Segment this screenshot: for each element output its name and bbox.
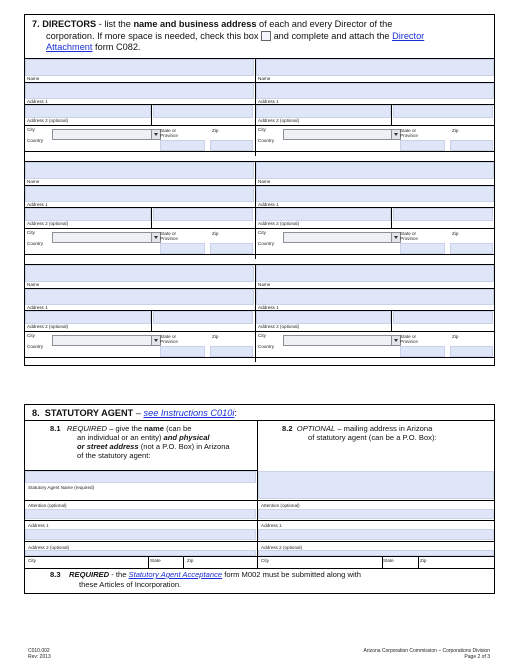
- director-1-right-state-label: State or Province: [400, 128, 418, 138]
- director-1-right-address2-label: Address 2 (optional): [258, 118, 300, 123]
- director-1-left-city-label: City: [27, 127, 35, 132]
- director-2-right-address1-field[interactable]: [256, 186, 494, 202]
- director-3-left-address2-extra-field[interactable]: [153, 311, 253, 324]
- agent-right-attention-field[interactable]: [258, 509, 494, 519]
- section-8-2-text: 8.2 OPTIONAL – mailing address in Arizona of statutory agent (can be a P.O. Box):: [282, 424, 437, 442]
- director-3-right-zip-label: Zip: [452, 334, 459, 339]
- director-1-right-name-field[interactable]: [256, 59, 494, 76]
- director-1-left-address2-label: Address 2 (optional): [27, 118, 69, 123]
- agent-name-label: Statutory Agent Name (required): [28, 485, 95, 490]
- director-3-right-name-field[interactable]: [256, 265, 494, 282]
- director-1-left-address1-field[interactable]: [25, 83, 254, 99]
- chevron-down-icon[interactable]: [151, 130, 160, 139]
- director-2-left-address2-field[interactable]: [25, 208, 151, 221]
- director-2-right-address2-label: Address 2 (optional): [258, 221, 300, 226]
- director-1-left-name-field[interactable]: [25, 59, 254, 76]
- agent-left-attention-label: Attention (optional): [28, 503, 67, 508]
- director-2-right-name-field[interactable]: [256, 162, 494, 179]
- director-3-right-name-label: Name: [258, 282, 271, 287]
- director-1-left-zip-field[interactable]: [210, 140, 253, 151]
- director-2-left-country-label: Country: [27, 241, 44, 246]
- agent-mailing-top-field[interactable]: [258, 471, 494, 499]
- agent-left-address1-field[interactable]: [25, 529, 256, 540]
- director-3-left-address2-label: Address 2 (optional): [27, 324, 69, 329]
- director-2-right-zip-field[interactable]: [450, 243, 493, 254]
- more-space-checkbox[interactable]: [261, 31, 271, 41]
- director-3-right-country-select[interactable]: [283, 335, 401, 346]
- director-3-right-address2-label: Address 2 (optional): [258, 324, 300, 329]
- chevron-down-icon[interactable]: [151, 233, 160, 242]
- agent-right-city-label: City: [261, 558, 269, 563]
- chevron-down-icon[interactable]: [391, 233, 400, 242]
- director-2-right-name-label: Name: [258, 179, 271, 184]
- director-1-right-address2-field[interactable]: [256, 105, 391, 118]
- agent-left-address2-label: Address 2 (optional): [28, 545, 70, 550]
- chevron-down-icon[interactable]: [151, 336, 160, 345]
- agent-heading: 8. STATUTORY AGENT – see Instructions C010i:: [32, 408, 237, 418]
- agent-right-address1-label: Address 1: [261, 523, 282, 528]
- director-1-left-state-field[interactable]: [160, 140, 205, 151]
- director-3-right-address1-label: Address 1: [258, 305, 279, 310]
- director-3-left-zip-field[interactable]: [210, 346, 253, 357]
- director-1-right-state-field[interactable]: [400, 140, 445, 151]
- agent-left-attention-field[interactable]: [25, 509, 256, 519]
- director-1-right-name-label: Name: [258, 76, 271, 81]
- director-1-right-zip-label: Zip: [452, 128, 459, 133]
- director-2-left-zip-field[interactable]: [210, 243, 253, 254]
- director-attachment-link-2[interactable]: Attachment: [46, 42, 93, 52]
- director-1-left-zip-label: Zip: [212, 128, 219, 133]
- directors-heading-line3: Attachment form C082.: [46, 42, 141, 52]
- agent-right-address2-label: Address 2 (optional): [261, 545, 303, 550]
- agent-left-city-label: City: [28, 558, 36, 563]
- agent-right-state-label: State: [383, 558, 394, 563]
- agent-left-state-label: State: [150, 558, 161, 563]
- director-1-left-country-select[interactable]: [52, 129, 161, 140]
- director-2-left-address1-field[interactable]: [25, 186, 254, 202]
- director-1-right-address2-extra-field[interactable]: [393, 105, 493, 118]
- agent-left-zip-label: Zip: [187, 558, 194, 563]
- section-8-3-text: 8.3 REQUIRED - the Statutory Agent Acceptance form M002 must be submitted along with these Articles of Incorporation.: [50, 570, 361, 589]
- director-1-right-country-label: Country: [258, 138, 275, 143]
- chevron-down-icon[interactable]: [391, 336, 400, 345]
- director-3-left-state-label: State or Province: [160, 334, 178, 344]
- director-2-right-city-label: City: [258, 230, 266, 235]
- director-3-right-address1-field[interactable]: [256, 289, 494, 305]
- director-1-right-zip-field[interactable]: [450, 140, 493, 151]
- director-3-right-address2-field[interactable]: [256, 311, 391, 324]
- director-3-right-country-label: Country: [258, 344, 275, 349]
- director-1-right-country-select[interactable]: [283, 129, 401, 140]
- director-2-right-state-field[interactable]: [400, 243, 445, 254]
- director-2-left-address2-extra-field[interactable]: [153, 208, 253, 221]
- director-1-right-address1-label: Address 1: [258, 99, 279, 104]
- section-8-1-text: 8.1 REQUIRED – give the name (can be an individual or an entity) and physical or street address (not a P.O. Box) in Arizona of the statutory agent:: [50, 424, 230, 460]
- director-1-right-address1-field[interactable]: [256, 83, 494, 99]
- agent-right-zip-label: Zip: [420, 558, 427, 563]
- director-3-right-city-label: City: [258, 333, 266, 338]
- director-2-right-address1-label: Address 1: [258, 202, 279, 207]
- director-3-right-zip-field[interactable]: [450, 346, 493, 357]
- revision: Rev: 2013: [28, 654, 51, 660]
- director-2-left-city-label: City: [27, 230, 35, 235]
- directors-heading-line2: corporation. If more space is needed, check this box and complete and attach the Director: [46, 31, 425, 41]
- agent-right-attention-label: Attention (optional): [261, 503, 300, 508]
- page-number: Page 2 of 3: [464, 654, 490, 660]
- director-3-left-address2-field[interactable]: [25, 311, 151, 324]
- director-2-right-state-label: State or Province: [400, 231, 418, 241]
- director-3-left-name-label: Name: [27, 282, 40, 287]
- agency-name: Arizona Corporation Commission – Corporations Division: [363, 648, 490, 654]
- director-3-left-country-select[interactable]: [52, 335, 161, 346]
- director-1-left-address2-extra-field[interactable]: [153, 105, 253, 118]
- director-2-left-zip-label: Zip: [212, 231, 219, 236]
- director-2-right-address2-field[interactable]: [256, 208, 391, 221]
- form-id: C010.002: [28, 648, 50, 654]
- director-3-left-state-field[interactable]: [160, 346, 205, 357]
- director-2-left-address1-label: Address 1: [27, 202, 48, 207]
- directors-heading: 7. DIRECTORS - list the name and business address of each and every Director of the: [32, 19, 393, 29]
- director-3-left-zip-label: Zip: [212, 334, 219, 339]
- director-1-left-address2-field[interactable]: [25, 105, 151, 118]
- agent-left-address1-label: Address 1: [28, 523, 49, 528]
- director-2-right-country-label: Country: [258, 241, 275, 246]
- director-2-right-zip-label: Zip: [452, 231, 459, 236]
- director-2-left-address2-label: Address 2 (optional): [27, 221, 69, 226]
- director-2-left-name-label: Name: [27, 179, 40, 184]
- director-2-left-country-select[interactable]: [52, 232, 161, 243]
- director-1-right-city-label: City: [258, 127, 266, 132]
- agent-acceptance-link[interactable]: Statutory Agent Acceptance: [128, 570, 223, 579]
- director-1-left-country-label: Country: [27, 138, 44, 143]
- director-1-left-address1-label: Address 1: [27, 99, 48, 104]
- agent-name-field[interactable]: [25, 471, 256, 483]
- director-2-right-country-select[interactable]: [283, 232, 401, 243]
- director-3-left-address1-label: Address 1: [27, 305, 48, 310]
- instructions-link[interactable]: see Instructions C010i: [143, 408, 235, 418]
- director-2-right-address2-extra-field[interactable]: [393, 208, 493, 221]
- director-1-left-state-label: State or Province: [160, 128, 178, 138]
- director-3-right-state-label: State or Province: [400, 334, 418, 344]
- director-3-left-country-label: Country: [27, 344, 44, 349]
- director-3-left-address1-field[interactable]: [25, 289, 254, 305]
- chevron-down-icon[interactable]: [391, 130, 400, 139]
- director-3-left-city-label: City: [27, 333, 35, 338]
- director-2-left-name-field[interactable]: [25, 162, 254, 179]
- director-3-right-address2-extra-field[interactable]: [393, 311, 493, 324]
- director-3-left-name-field[interactable]: [25, 265, 254, 282]
- director-2-left-state-label: State or Province: [160, 231, 178, 241]
- director-3-right-state-field[interactable]: [400, 346, 445, 357]
- director-2-left-state-field[interactable]: [160, 243, 205, 254]
- directors-heading-number: 7. DIRECTORS: [32, 19, 97, 29]
- agent-right-address1-field[interactable]: [258, 529, 494, 540]
- director-attachment-link[interactable]: Director: [392, 31, 425, 41]
- director-1-left-name-label: Name: [27, 76, 40, 81]
